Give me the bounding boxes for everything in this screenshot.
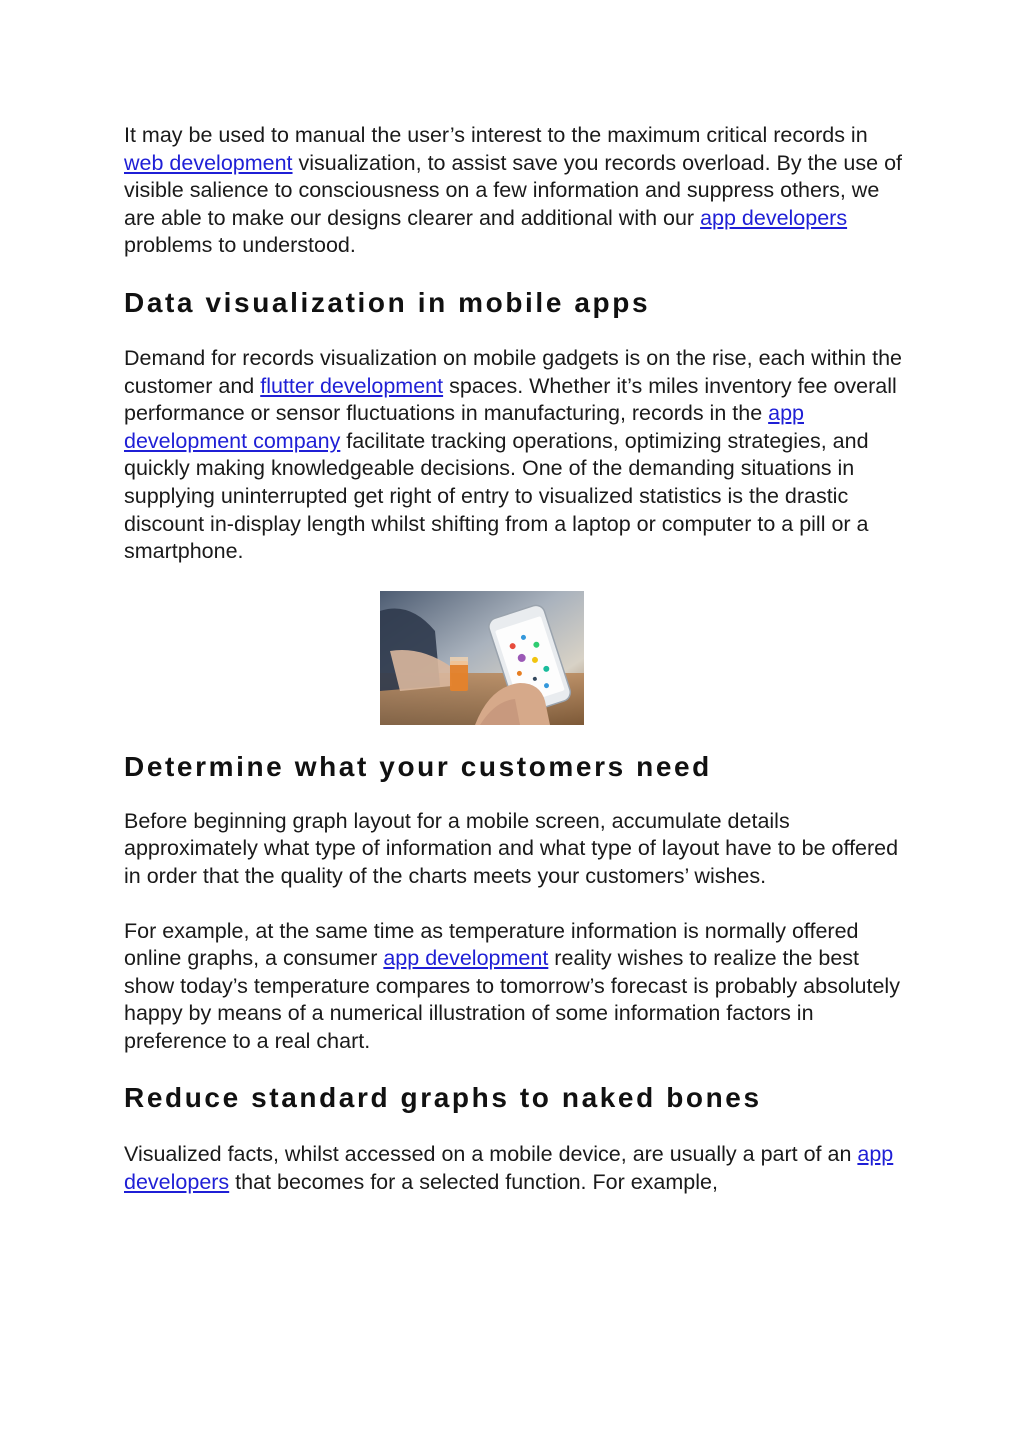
paragraph-text: problems to understood. (124, 233, 356, 258)
paragraph-text: Visualized facts, whilst accessed on a mobile device, are usually a part of an (124, 1142, 858, 1167)
app-developers-link-2[interactable]: app developers (124, 1142, 894, 1195)
paragraph-for-example (124, 918, 904, 1056)
paragraph-visualized-facts (124, 1141, 904, 1196)
paragraph-text: facilitate tracking operations, optimizing strategies, and quickly making knowledgeable decisions. One of the demanding situations in supplying uninterrupted get right of entry to visualized statistics is the drastic discount in-display length whilst shifting from a laptop or computer to a pill or a smartphone. (124, 428, 869, 564)
smartphone-photo (380, 591, 584, 725)
paragraph-text: reality wishes to realize the best show today’s temperature compares to tomorrow’s forecast is probably absolutely happy by means of a numerical illustration of some information factors in preference to a real chart. (124, 946, 900, 1053)
paragraph-text: spaces. Whether it’s miles inventory fee overall performance or sensor fluctuations in manufacturing, records in the (124, 373, 897, 426)
paragraph-before-beginning (124, 808, 904, 891)
paragraph-text: It may be used to manual the user’s interest to the maximum critical records in (124, 123, 868, 147)
document-page (124, 122, 904, 1197)
heading-reduce-graphs: Reduce standard graphs to naked bones (124, 1082, 762, 1114)
paragraph-demand (124, 345, 904, 566)
paragraph-text: For example, at the same time as temperature information is normally offered online graphs, a consumer (124, 918, 859, 971)
paragraph-text: visualization, to assist save you records overload. By the use of visible salience to consciousness on a few information and suppress others, we are able to make our designs clearer and additional with our (124, 150, 903, 230)
app-developers-link[interactable]: app developers (700, 205, 848, 230)
app-development-company-link[interactable]: app development company (124, 401, 805, 453)
paragraph-text: Before beginning graph layout for a mobile screen, accumulate details approximately what type of information and what type of layout have to be offered in order that the quality of the charts meets your customers’ wishes. (124, 808, 899, 888)
figure-container (124, 591, 904, 725)
web-development-link[interactable]: web development (124, 150, 293, 175)
app-development-link[interactable]: app development (383, 946, 549, 971)
paragraph-intro (124, 122, 904, 260)
flutter-development-link[interactable]: flutter development (260, 373, 444, 398)
paragraph-text: Demand for records visualization on mobile gadgets is on the rise, each within the customer and (124, 345, 902, 398)
paragraph-text: that becomes for a selected function. For example, (229, 1170, 718, 1195)
heading-determine-needs: Determine what your customers need (124, 750, 712, 782)
heading-data-visualization: Data visualization in mobile apps (124, 286, 651, 318)
